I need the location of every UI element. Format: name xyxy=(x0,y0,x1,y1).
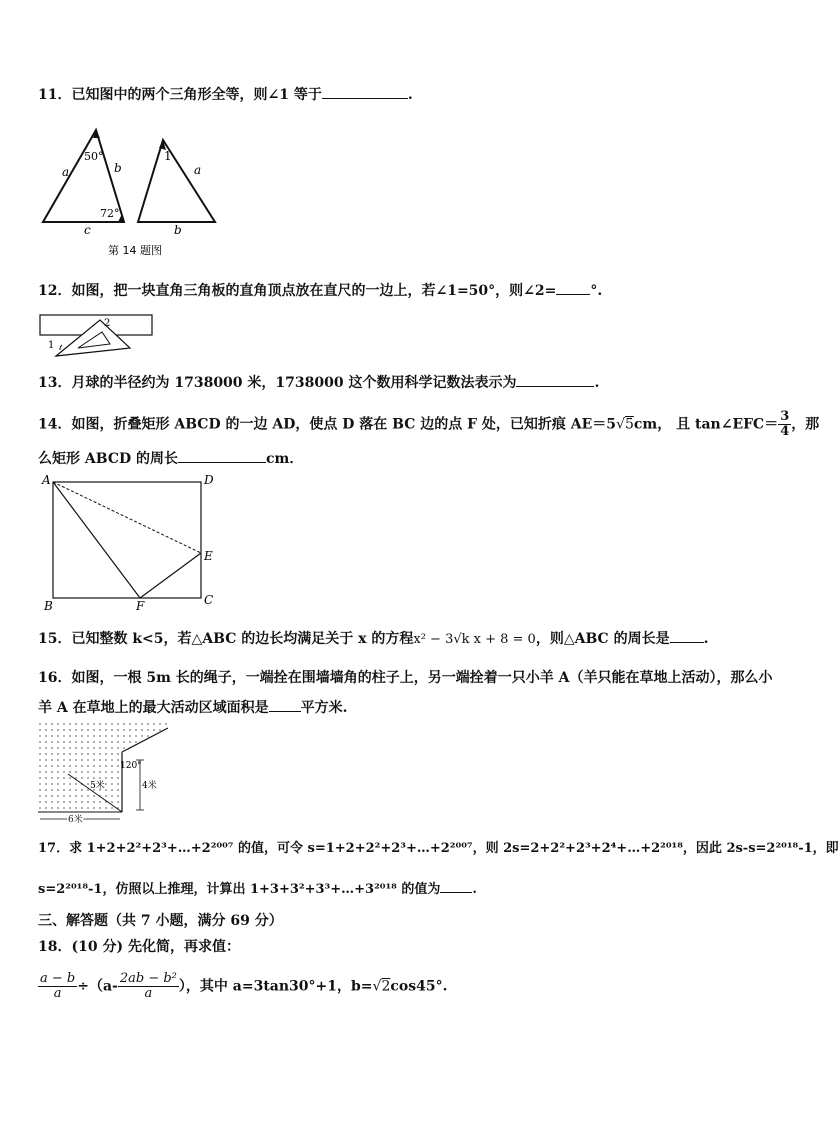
q14-point-C: C xyxy=(204,593,214,607)
q11-angle-br: 72° xyxy=(100,207,120,220)
question-17: 17．求 1+2+2²+2³+…+2²⁰⁰⁷ 的值，可令 s=1+2+2²+2³+…+2²⁰⁰⁷，则 2s=2+2²+2³+2⁴+…+2²⁰¹⁸，因此 2s-s=2²⁰¹⁸-1，即 xyxy=(38,841,839,856)
q16-angle: 120° xyxy=(120,761,142,771)
q12-label-1: 1 xyxy=(48,340,55,351)
answer-blank[interactable] xyxy=(440,878,472,893)
q18-fraction-2: $\frac{\text{2ab − b²}}{a}$ xyxy=(119,971,177,1001)
q14-point-E: E xyxy=(204,549,213,563)
q16-base-width: 6米 xyxy=(68,815,83,825)
q14-figure xyxy=(40,472,220,614)
q11-side-b: b xyxy=(114,161,122,175)
question-16-line2: 羊 A 在草地上的最大活动区域面积是 平方米. xyxy=(38,697,348,717)
q11-figure xyxy=(38,122,218,262)
q14-point-D: D xyxy=(204,473,214,487)
answer-blank[interactable] xyxy=(556,280,590,295)
q11-angle-top: 50° xyxy=(84,150,104,163)
q11-side-a2: a xyxy=(194,163,202,177)
q18-fraction-1: $\frac{a - b}{a}$ xyxy=(40,971,76,1001)
answer-blank[interactable] xyxy=(516,372,594,387)
question-11: 11．已知图中的两个三角形全等，则∠1 等于 . xyxy=(38,84,413,104)
answer-blank[interactable] xyxy=(670,628,704,643)
tan-fraction: $\frac{3}{4}$ xyxy=(780,409,790,439)
q16-wall-height: 4米 xyxy=(142,781,157,791)
q14-point-F: F xyxy=(136,599,145,613)
q12-label-2: 2 xyxy=(104,318,111,329)
question-18: 18．(10 分) 先化简，再求值： xyxy=(38,939,240,955)
q11-side-b2: b xyxy=(174,223,182,237)
question-18-expression: $\frac{a - b}{a}$ ÷（a- $\frac{\text{2ab − b²}}{a}$ ），其中 a=3tan30°+1，b=√2cos45°. xyxy=(40,971,448,1001)
q14-point-A: A xyxy=(42,473,51,487)
q11-caption: 第 14 题图 xyxy=(108,244,162,257)
question-15: 15．已知整数 k<5，若△ABC 的边长均满足关于 x 的方程x² − 3√k x + 8 = 0，则△ABC 的周长是 . xyxy=(38,628,708,648)
question-16: 16．如图，一根 5m 长的绳子，一端拴在围墙墙角的柱子上，另一端拴着一只小羊 A（羊只能在草地上活动），那么小 xyxy=(38,670,773,686)
q16-rope-length: 5米 xyxy=(90,781,105,791)
q12-figure xyxy=(38,310,158,360)
q11-side-a: a xyxy=(62,165,70,179)
question-17-line2: s=2²⁰¹⁸-1，仿照以上推理，计算出 1+3+3²+3³+…+3²⁰¹⁸ 的值为 . xyxy=(38,878,477,897)
q15-equation: x² − 3√k x + 8 = 0 xyxy=(413,632,536,647)
q16-figure xyxy=(38,722,172,826)
q14-point-B: B xyxy=(44,599,53,613)
q11-side-c: c xyxy=(84,223,91,237)
q11-text: 11．已知图中的两个三角形全等，则∠1 等于 xyxy=(38,87,322,103)
section-heading: 三、解答题（共 7 小题，满分 69 分） xyxy=(38,913,283,929)
q11-angle-1: 1 xyxy=(164,149,172,163)
answer-blank[interactable] xyxy=(269,697,301,712)
question-12: 12．如图，把一块直角三角板的直角顶点放在直尺的一边上，若∠1=50°，则∠2= °. xyxy=(38,280,602,300)
question-14: 14．如图，折叠矩形 ABCD 的一边 AD，使点 D 落在 BC 边的点 F 处，已知折痕 AE＝5√5cm， 且 tan∠EFC＝ $\frac{3}{4}$ ，那 xyxy=(38,409,820,439)
question-14-line2: 么矩形 ABCD 的周长 cm． xyxy=(38,448,303,468)
answer-blank[interactable] xyxy=(178,448,266,463)
question-13: 13．月球的半径约为 1738000 米，1738000 这个数用科学记数法表示为 . xyxy=(38,372,599,392)
answer-blank[interactable] xyxy=(322,84,408,99)
